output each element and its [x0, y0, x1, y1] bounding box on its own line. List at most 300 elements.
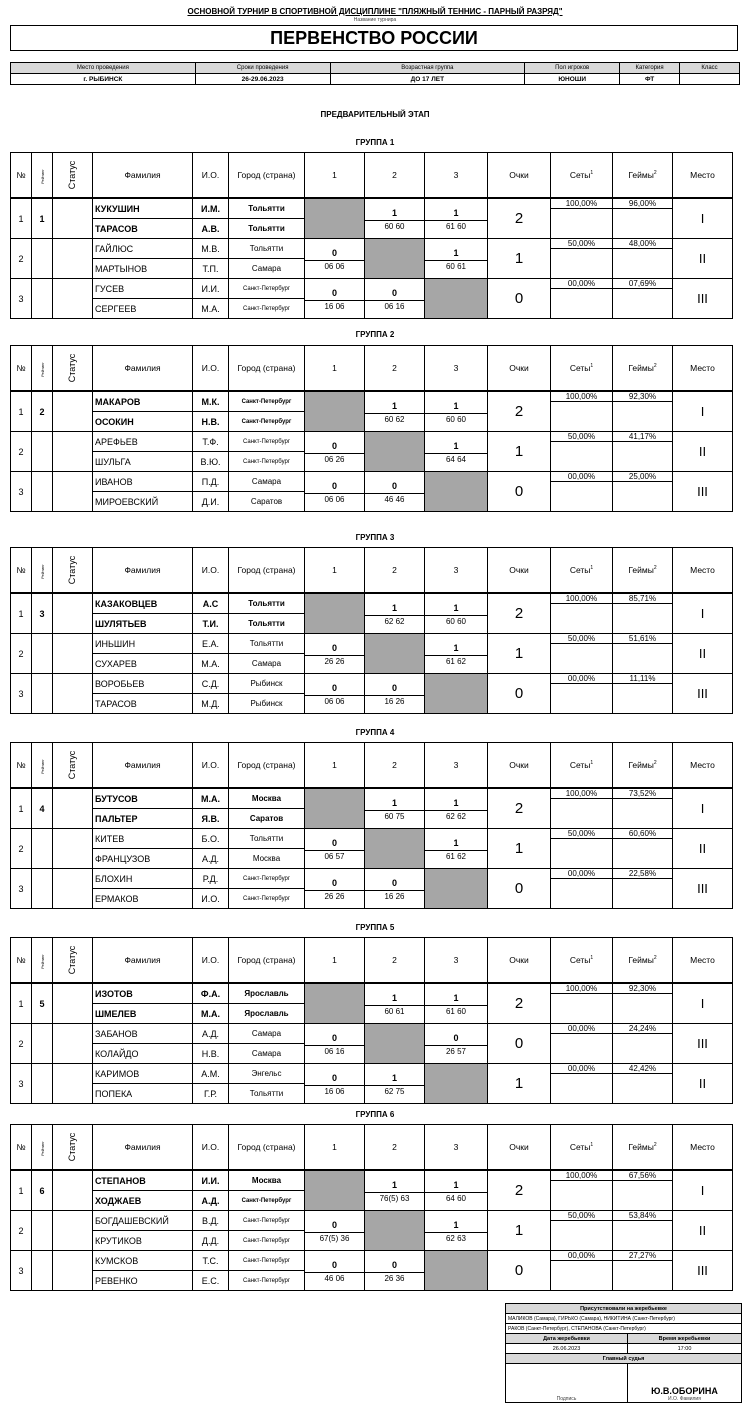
team-place: II	[673, 1211, 733, 1251]
team-num: 3	[11, 1064, 32, 1104]
team-sets-cell	[551, 593, 613, 634]
team-games: 24,24%	[613, 1024, 672, 1034]
team-num: 1	[11, 1170, 32, 1211]
match-score: 60 61	[445, 262, 467, 271]
player-surname: МАРТЫНОВ	[93, 259, 193, 279]
team-num: 2	[11, 432, 32, 472]
team-status	[53, 198, 93, 239]
team-sets-cell	[551, 391, 613, 432]
player-initials: Н.В.	[193, 412, 229, 432]
player-surname: РЕВЕНКО	[93, 1271, 193, 1291]
header-col-2: 2	[365, 743, 425, 789]
team-num: 1	[11, 391, 32, 432]
player-city: Санкт-Петербург	[229, 1211, 305, 1231]
header-games-sup: 2	[653, 363, 657, 370]
header-status	[53, 548, 93, 594]
header-games-label: Геймы	[628, 955, 654, 965]
player-initials: В.Ю.	[193, 452, 229, 472]
info-class	[680, 74, 740, 85]
match-result: 0	[331, 481, 337, 491]
match-result: 1	[453, 248, 459, 258]
player-surname: ПАЛЬТЕР	[93, 809, 193, 829]
info-category: ФТ	[620, 74, 680, 85]
team-points: 1	[488, 239, 551, 279]
header-games	[613, 743, 673, 789]
team-points: 0	[488, 1024, 551, 1064]
match-cell	[305, 1251, 365, 1291]
header-rank-label: Рейтинг	[39, 759, 45, 774]
header-games-sup: 2	[653, 170, 657, 177]
match-result: 1	[391, 603, 397, 613]
team-sets-cell	[551, 1211, 613, 1251]
header-surname: Фамилия	[93, 346, 193, 392]
team-num: 2	[11, 1024, 32, 1064]
header-num: №	[11, 548, 32, 594]
player-surname: ЗАБАНОВ	[93, 1024, 193, 1044]
player-surname: МАКАРОВ	[93, 391, 193, 412]
match-score: 61 60	[445, 222, 467, 231]
match-result: 0	[331, 878, 337, 888]
header-status	[53, 743, 93, 789]
header-place: Место	[673, 548, 733, 594]
team-num: 2	[11, 1211, 32, 1251]
header-col-1: 1	[305, 1125, 365, 1171]
player-initials: Ф.А.	[193, 983, 229, 1004]
header-num: №	[11, 1125, 32, 1171]
player-initials: Е.С.	[193, 1271, 229, 1291]
team-sets: 00,00%	[551, 1064, 612, 1074]
player-city: Тольятти	[229, 1084, 305, 1104]
header-surname: Фамилия	[93, 743, 193, 789]
tournament-subtitle: Название турнира	[353, 17, 397, 23]
team-sets: 00,00%	[551, 1024, 612, 1034]
header-rank	[32, 743, 53, 789]
team-rank	[32, 1211, 53, 1251]
match-cell	[425, 198, 488, 239]
match-cell	[425, 432, 488, 472]
team-num: 1	[11, 593, 32, 634]
self-match-cell	[365, 1211, 425, 1251]
match-result: 0	[331, 441, 337, 451]
header-rank-label: Рейтинг	[39, 169, 45, 184]
self-match-cell	[305, 391, 365, 432]
team-games-cell	[613, 1024, 673, 1064]
team-row	[11, 391, 750, 412]
team-points: 1	[488, 1064, 551, 1104]
match-score: 06 26	[324, 455, 345, 464]
present-line-1: МАЛИКОВ (Самара), ГИРЬКО (Самара), НИКИТИНА (Санкт-Петербург)	[506, 1314, 742, 1324]
match-cell	[305, 279, 365, 319]
team-games: 41,17%	[613, 432, 672, 442]
player-initials: М.А.	[193, 654, 229, 674]
player-surname: БУТУСОВ	[93, 788, 193, 809]
header-col-1: 1	[305, 548, 365, 594]
team-sets-cell	[551, 198, 613, 239]
team-rank: 3	[32, 593, 53, 634]
team-points: 0	[488, 279, 551, 319]
match-score: 64 64	[445, 455, 467, 464]
team-games: 48,00%	[613, 239, 672, 249]
self-match-cell	[365, 432, 425, 472]
player-initials: В.Д.	[193, 1211, 229, 1231]
team-row	[11, 1170, 750, 1191]
header-status	[53, 938, 93, 984]
team-sets: 50,00%	[551, 829, 612, 839]
header-sets-label: Сеты	[569, 363, 591, 373]
match-result: 1	[453, 401, 459, 411]
player-initials: А.Д.	[193, 849, 229, 869]
team-status	[53, 1211, 93, 1251]
info-header-category: Категория	[620, 63, 680, 74]
header-place: Место	[673, 938, 733, 984]
team-sets-cell	[551, 634, 613, 674]
team-num: 3	[11, 279, 32, 319]
player-surname: СТЕПАНОВ	[93, 1170, 193, 1191]
match-result: 1	[453, 603, 459, 613]
header-num: №	[11, 743, 32, 789]
player-city: Санкт-Петербург	[229, 869, 305, 889]
match-score: 46 46	[384, 495, 405, 504]
header-city: Город (страна)	[229, 153, 305, 199]
team-num: 3	[11, 472, 32, 512]
header-status-label: Статус	[67, 353, 78, 383]
player-initials: Я.В.	[193, 809, 229, 829]
match-cell	[425, 593, 488, 634]
header-place: Место	[673, 743, 733, 789]
header-col-3: 3	[425, 743, 488, 789]
team-games-cell	[613, 279, 673, 319]
match-score: 06 06	[324, 697, 345, 706]
team-place: II	[673, 634, 733, 674]
player-city: Тольятти	[229, 634, 305, 654]
team-points: 0	[488, 1251, 551, 1291]
team-sets-cell	[551, 1170, 613, 1211]
match-cell	[425, 391, 488, 432]
match-cell	[305, 829, 365, 869]
team-sets: 50,00%	[551, 634, 612, 644]
self-match-cell	[305, 788, 365, 829]
draw-date: 26.06.2023	[506, 1344, 628, 1354]
self-match-cell	[425, 1064, 488, 1104]
team-row	[11, 869, 750, 889]
match-score: 60 60	[445, 617, 467, 626]
player-initials: А.Д.	[193, 1024, 229, 1044]
team-sets: 00,00%	[551, 674, 612, 684]
player-city: Санкт-Петербург	[229, 299, 305, 319]
match-cell	[365, 593, 425, 634]
signature-label: Подпись	[556, 1396, 577, 1402]
match-result: 0	[331, 643, 337, 653]
player-initials: М.А.	[193, 788, 229, 809]
header-games-label: Геймы	[628, 170, 654, 180]
player-city: Санкт-Петербург	[229, 1231, 305, 1251]
player-initials: Т.С.	[193, 1251, 229, 1271]
header-num: №	[11, 346, 32, 392]
team-games-cell	[613, 788, 673, 829]
team-games-cell	[613, 432, 673, 472]
header-sets-label: Сеты	[569, 1142, 591, 1152]
match-score: 26 36	[384, 1274, 405, 1283]
team-sets: 100,00%	[551, 199, 612, 209]
team-rank	[32, 869, 53, 909]
match-score: 62 62	[384, 617, 405, 626]
match-result: 0	[391, 288, 397, 298]
header-surname: Фамилия	[93, 548, 193, 594]
team-games: 07,69%	[613, 279, 672, 289]
match-score: 60 62	[384, 415, 405, 424]
header-sets-sup: 1	[590, 1142, 594, 1149]
info-header-gender: Пол игроков	[525, 63, 620, 74]
self-match-cell	[305, 1170, 365, 1211]
team-rank: 4	[32, 788, 53, 829]
team-row	[11, 239, 750, 259]
team-num: 2	[11, 634, 32, 674]
header-games	[613, 346, 673, 392]
team-rank	[32, 1251, 53, 1291]
match-result: 0	[453, 1033, 459, 1043]
header-games-sup: 2	[653, 955, 657, 962]
team-games-cell	[613, 634, 673, 674]
player-city: Тольятти	[229, 198, 305, 219]
player-surname: ОСОКИН	[93, 412, 193, 432]
match-score: 61 62	[445, 657, 467, 666]
match-result: 0	[331, 288, 337, 298]
player-city: Санкт-Петербург	[229, 889, 305, 909]
header-num: №	[11, 938, 32, 984]
player-surname: КИТЕВ	[93, 829, 193, 849]
match-score: 60 75	[384, 812, 405, 821]
team-status	[53, 869, 93, 909]
header-surname: Фамилия	[93, 938, 193, 984]
team-rank: 1	[32, 198, 53, 239]
match-result: 1	[453, 838, 459, 848]
player-city: Тольятти	[229, 593, 305, 614]
match-result: 1	[391, 208, 397, 218]
player-surname: ФРАНЦУЗОВ	[93, 849, 193, 869]
header-games-sup: 2	[653, 760, 657, 767]
match-result: 0	[331, 838, 337, 848]
team-points: 2	[488, 593, 551, 634]
player-city: Самара	[229, 472, 305, 492]
team-games-cell	[613, 593, 673, 634]
info-dates: 26-29.06.2023	[195, 74, 330, 85]
match-score: 60 60	[384, 222, 405, 231]
player-surname: КОЛАЙДО	[93, 1044, 193, 1064]
match-score: 16 06	[324, 302, 345, 311]
player-city: Энгельс	[229, 1064, 305, 1084]
team-sets: 100,00%	[551, 392, 612, 402]
team-place: II	[673, 829, 733, 869]
group-title: ГРУППА 6	[355, 1110, 395, 1119]
team-num: 2	[11, 239, 32, 279]
header-sets	[551, 153, 613, 199]
header-points: Очки	[488, 938, 551, 984]
player-surname: АРЕФЬЕВ	[93, 432, 193, 452]
team-rank	[32, 674, 53, 714]
match-cell	[305, 869, 365, 909]
team-rank	[32, 239, 53, 279]
team-points: 2	[488, 1170, 551, 1211]
team-sets: 00,00%	[551, 1251, 612, 1261]
player-city: Санкт-Петербург	[229, 279, 305, 299]
player-initials: Т.Ф.	[193, 432, 229, 452]
team-games: 42,42%	[613, 1064, 672, 1074]
team-games-cell	[613, 674, 673, 714]
header-city: Город (страна)	[229, 548, 305, 594]
header-col-3: 3	[425, 1125, 488, 1171]
info-gender: ЮНОШИ	[525, 74, 620, 85]
match-result: 0	[331, 1033, 337, 1043]
team-sets: 00,00%	[551, 279, 612, 289]
player-city: Санкт-Петербург	[229, 412, 305, 432]
match-cell	[305, 1064, 365, 1104]
header-initials: И.О.	[193, 153, 229, 199]
team-num: 3	[11, 869, 32, 909]
player-city: Саратов	[229, 492, 305, 512]
team-place: II	[673, 432, 733, 472]
player-initials: Г.Р.	[193, 1084, 229, 1104]
header-city: Город (страна)	[229, 743, 305, 789]
player-initials: П.Д.	[193, 472, 229, 492]
match-result: 1	[453, 1180, 459, 1190]
player-initials: И.И.	[193, 1170, 229, 1191]
header-status-label: Статус	[67, 750, 78, 780]
header-sets-label: Сеты	[569, 760, 591, 770]
team-status	[53, 432, 93, 472]
player-city: Ярославль	[229, 983, 305, 1004]
player-city: Санкт-Петербург	[229, 452, 305, 472]
team-row	[11, 1211, 750, 1231]
team-games-cell	[613, 829, 673, 869]
team-points: 1	[488, 829, 551, 869]
player-surname: КРУТИКОВ	[93, 1231, 193, 1251]
header-sets-sup: 1	[590, 565, 594, 572]
player-initials: Д.Д.	[193, 1231, 229, 1251]
match-cell	[425, 829, 488, 869]
match-score: 60 61	[384, 1007, 405, 1016]
team-points: 0	[488, 472, 551, 512]
team-num: 1	[11, 198, 32, 239]
match-cell	[425, 1024, 488, 1064]
info-header-dates: Сроки проведения	[195, 63, 330, 74]
team-status	[53, 593, 93, 634]
header-points: Очки	[488, 1125, 551, 1171]
self-match-cell	[365, 829, 425, 869]
info-header-age: Возрастная группа	[330, 63, 525, 74]
player-initials: М.А.	[193, 1004, 229, 1024]
team-num: 1	[11, 788, 32, 829]
player-surname: МИРОЕВСКИЙ	[93, 492, 193, 512]
match-score: 26 26	[324, 657, 345, 666]
self-match-cell	[425, 1251, 488, 1291]
team-sets: 100,00%	[551, 984, 612, 994]
header-sets-label: Сеты	[569, 170, 591, 180]
match-score: 61 60	[445, 1007, 467, 1016]
header-status-label: Статус	[67, 945, 78, 975]
team-games-cell	[613, 1251, 673, 1291]
match-result: 0	[331, 1260, 337, 1270]
player-surname: ТАРАСОВ	[93, 694, 193, 714]
player-city: Саратов	[229, 809, 305, 829]
team-games: 60,60%	[613, 829, 672, 839]
player-city: Санкт-Петербург	[229, 1191, 305, 1211]
team-row	[11, 634, 750, 654]
team-place: I	[673, 1170, 733, 1211]
header-surname: Фамилия	[93, 1125, 193, 1171]
player-surname: КАРИМОВ	[93, 1064, 193, 1084]
player-initials: С.Д.	[193, 674, 229, 694]
player-surname: ПОПЕКА	[93, 1084, 193, 1104]
team-games: 85,71%	[613, 594, 672, 604]
team-status	[53, 1251, 93, 1291]
team-sets-cell	[551, 279, 613, 319]
team-rank	[32, 829, 53, 869]
present-line-2: РАКОВ (Санкт-Петербург), СТЕПАНОВА (Санкт-Петербург)	[506, 1324, 742, 1334]
self-match-cell	[365, 1024, 425, 1064]
team-sets-cell	[551, 869, 613, 909]
match-cell	[365, 472, 425, 512]
team-rank	[32, 1064, 53, 1104]
match-result: 1	[453, 208, 459, 218]
player-initials: М.К.	[193, 391, 229, 412]
player-surname: ИВАНОВ	[93, 472, 193, 492]
header-city: Город (страна)	[229, 1125, 305, 1171]
team-rank: 2	[32, 391, 53, 432]
draw-time-label: Время жеребьевки	[628, 1334, 742, 1344]
player-initials: М.А.	[193, 299, 229, 319]
team-status	[53, 829, 93, 869]
player-initials: И.И.	[193, 279, 229, 299]
team-status	[53, 472, 93, 512]
self-match-cell	[305, 198, 365, 239]
team-status	[53, 239, 93, 279]
team-sets-cell	[551, 829, 613, 869]
info-venue: г. РЫБИНСК	[11, 74, 196, 85]
match-cell	[365, 279, 425, 319]
team-row	[11, 788, 750, 809]
judge-cell	[628, 1364, 742, 1403]
team-sets-cell	[551, 788, 613, 829]
match-result: 0	[391, 481, 397, 491]
player-city: Тольятти	[229, 219, 305, 239]
team-place: III	[673, 1251, 733, 1291]
match-cell	[425, 788, 488, 829]
match-score: 26 57	[445, 1047, 467, 1056]
header-sets-sup: 1	[590, 760, 594, 767]
match-cell	[305, 432, 365, 472]
header-initials: И.О.	[193, 346, 229, 392]
header-city: Город (страна)	[229, 346, 305, 392]
player-city: Москва	[229, 1170, 305, 1191]
match-cell	[425, 1170, 488, 1211]
team-status	[53, 634, 93, 674]
header-sets-sup: 1	[590, 170, 594, 177]
header-col-3: 3	[425, 548, 488, 594]
header-place: Место	[673, 1125, 733, 1171]
player-initials: Р.Д.	[193, 869, 229, 889]
player-surname: ЕРМАКОВ	[93, 889, 193, 909]
group-table	[10, 1124, 750, 1291]
self-match-cell	[305, 983, 365, 1024]
team-points: 2	[488, 391, 551, 432]
match-cell	[365, 674, 425, 714]
player-city: Санкт-Петербург	[229, 1251, 305, 1271]
header-col-2: 2	[365, 346, 425, 392]
player-city: Ярославль	[229, 1004, 305, 1024]
team-row	[11, 983, 750, 1004]
team-row	[11, 674, 750, 694]
header-games-label: Геймы	[628, 1142, 654, 1152]
